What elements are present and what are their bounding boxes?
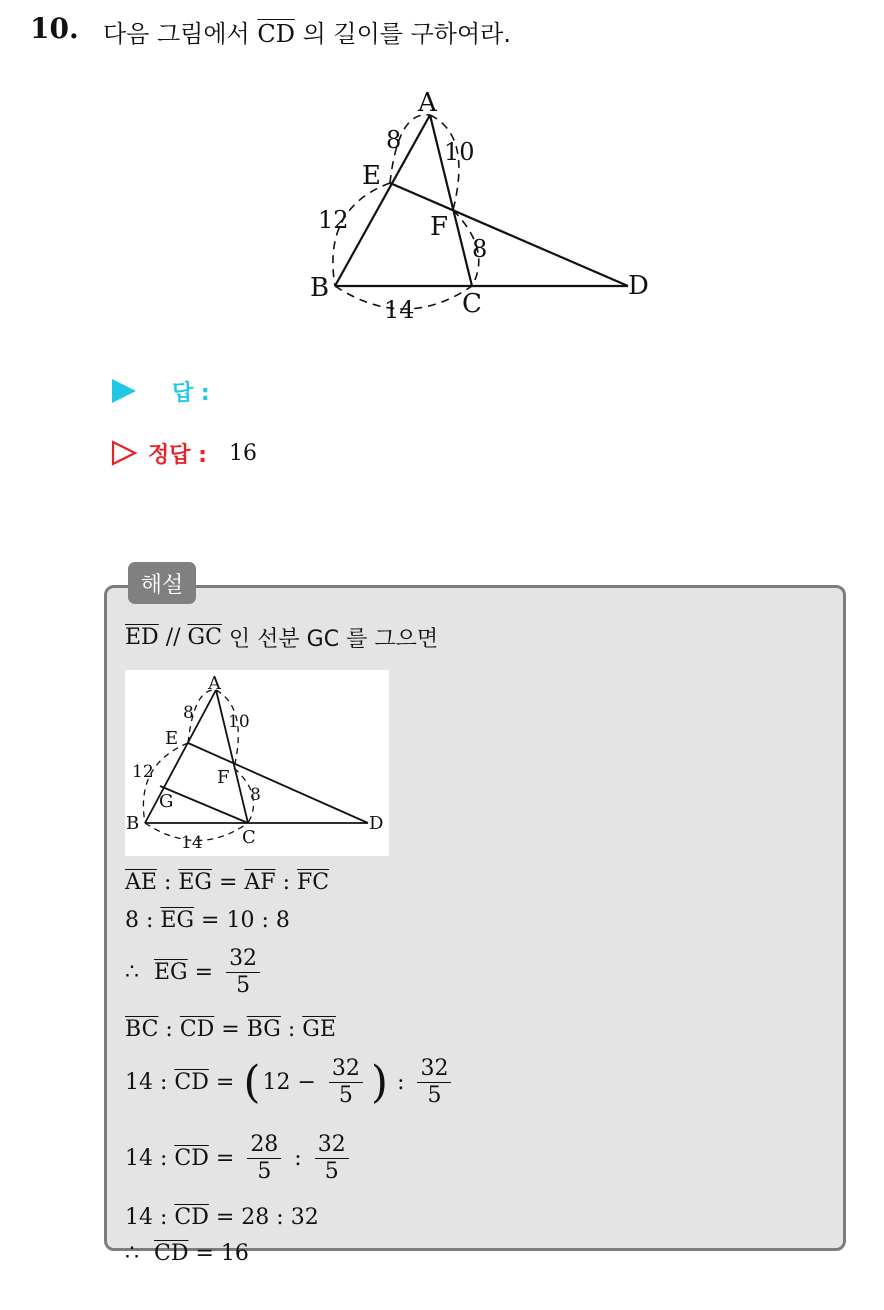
- solution-tab: 해설: [128, 562, 196, 604]
- text: = 28 : 32: [208, 1205, 319, 1230]
- solution-line-3: [125, 946, 266, 1000]
- length-af-label: 10: [228, 712, 250, 732]
- point-f-label: F: [430, 212, 449, 242]
- seg-bc: $\overline{BC}$: [125, 1017, 159, 1042]
- numerator: 32: [329, 1056, 363, 1083]
- solution-line-8: [125, 1241, 249, 1266]
- seg-eg: $\overline{EG}$: [160, 908, 195, 933]
- solution-intro: [125, 622, 438, 653]
- question-number: 10.: [30, 12, 79, 45]
- play-outline-icon: [110, 439, 138, 467]
- fraction: [417, 1056, 451, 1110]
- triangle-figure: [300, 85, 660, 330]
- left-paren: (: [243, 1056, 261, 1108]
- correct-answer-row: [110, 437, 257, 469]
- length-ae-label: 8: [386, 126, 402, 154]
- correct-answer-label: 정답 :: [148, 442, 207, 468]
- solution-line-1: [125, 870, 329, 895]
- length-fc-label: 8: [250, 785, 261, 805]
- intro-segment-ed: $\overline{ED}$: [125, 625, 159, 650]
- length-eb-label: 12: [132, 762, 154, 782]
- text: 8 :: [125, 908, 161, 933]
- intro-text: 인 선분 GC 를 그으면: [221, 627, 439, 652]
- solution-line-7: [125, 1205, 319, 1230]
- segment-ed: [390, 183, 628, 286]
- seg-af: $\overline{AF}$: [244, 870, 276, 895]
- intro-segment-gc: $\overline{GC}$: [187, 625, 222, 650]
- parallel-symbol: //: [158, 625, 188, 650]
- question-text-after: 의 길이를 구하여라.: [294, 20, 511, 48]
- solution-line-5: [125, 1056, 457, 1110]
- seg-cd: $\overline{CD}$: [154, 1241, 189, 1266]
- numerator: 32: [417, 1056, 451, 1083]
- play-filled-icon: [110, 377, 138, 405]
- seg-ge: $\overline{GE}$: [302, 1017, 336, 1042]
- length-fc-label: 8: [472, 235, 488, 263]
- question-text-before: 다음 그림에서: [103, 20, 258, 48]
- numerator: 32: [315, 1132, 349, 1159]
- point-c-label: C: [462, 289, 482, 319]
- point-b-label: B: [310, 273, 330, 303]
- point-e-label: E: [165, 728, 179, 749]
- denominator: 5: [257, 1159, 272, 1185]
- point-a-label: A: [418, 88, 437, 118]
- equals: =: [187, 960, 221, 986]
- equals: =: [212, 870, 245, 895]
- fraction: [247, 1132, 281, 1186]
- length-bc-label: 14: [181, 833, 203, 853]
- equals: =: [208, 1070, 242, 1096]
- text: 14 :: [125, 1070, 175, 1096]
- colon: :: [156, 870, 179, 895]
- denominator: 5: [427, 1083, 442, 1109]
- seg-cd: $\overline{CD}$: [174, 1205, 209, 1230]
- solution-line-6: [125, 1132, 355, 1186]
- seg-cd: $\overline{CD}$: [179, 1017, 215, 1042]
- seg-ae: $\overline{AE}$: [125, 870, 157, 895]
- colon: :: [287, 1146, 309, 1172]
- point-a-label: A: [208, 673, 221, 694]
- fraction: [226, 946, 260, 1000]
- colon: :: [158, 1017, 180, 1042]
- point-g-label: G: [159, 791, 174, 812]
- colon: :: [275, 870, 297, 895]
- correct-answer-value: 16: [228, 440, 257, 466]
- seg-cd: $\overline{CD}$: [174, 1146, 209, 1172]
- denominator: 5: [324, 1159, 339, 1185]
- length-ae-label: 8: [183, 703, 194, 723]
- equals: =: [208, 1146, 242, 1172]
- question-text: [103, 14, 511, 49]
- length-bc-label: 14: [384, 296, 415, 324]
- colon: :: [280, 1017, 303, 1042]
- answer-label: 답 :: [172, 380, 210, 406]
- numerator: 28: [247, 1132, 281, 1159]
- denominator: 5: [338, 1083, 353, 1109]
- seg-eg: $\overline{EG}$: [178, 870, 212, 895]
- arc-eb: [333, 183, 390, 286]
- colon: :: [390, 1070, 412, 1096]
- text: 12 −: [262, 1070, 323, 1096]
- answer-row: [110, 375, 232, 407]
- segment-ab: [335, 115, 430, 286]
- right-paren: ): [370, 1056, 389, 1108]
- fraction: [329, 1056, 363, 1110]
- text: = 10 : 8: [194, 908, 290, 933]
- solution-line-4: [125, 1017, 336, 1042]
- seg-bg: $\overline{BG}$: [246, 1017, 281, 1042]
- point-f-label: F: [217, 767, 230, 788]
- solution-line-2: [125, 908, 290, 933]
- seg-cd: $\overline{CD}$: [174, 1070, 209, 1096]
- point-c-label: C: [242, 827, 256, 848]
- length-eb-label: 12: [318, 206, 349, 234]
- solution-figure: [125, 670, 389, 856]
- text: 14 :: [125, 1205, 175, 1230]
- denominator: 5: [236, 973, 251, 999]
- therefore-symbol: ∴: [125, 960, 146, 986]
- point-d-label: D: [628, 271, 649, 301]
- equals: =: [214, 1017, 247, 1042]
- numerator: 32: [226, 946, 260, 973]
- point-b-label: B: [126, 813, 140, 834]
- length-af-label: 10: [444, 138, 475, 166]
- point-e-label: E: [362, 161, 381, 191]
- seg-eg: $\overline{EG}$: [154, 960, 188, 986]
- point-d-label: D: [369, 813, 384, 834]
- seg-fc: $\overline{FC}$: [296, 870, 330, 895]
- fraction: [315, 1132, 349, 1186]
- therefore-symbol: ∴: [125, 1241, 146, 1266]
- question-segment: $\overline{CD}$: [257, 20, 295, 48]
- text: = 16: [188, 1241, 249, 1266]
- text: 14 :: [125, 1146, 175, 1172]
